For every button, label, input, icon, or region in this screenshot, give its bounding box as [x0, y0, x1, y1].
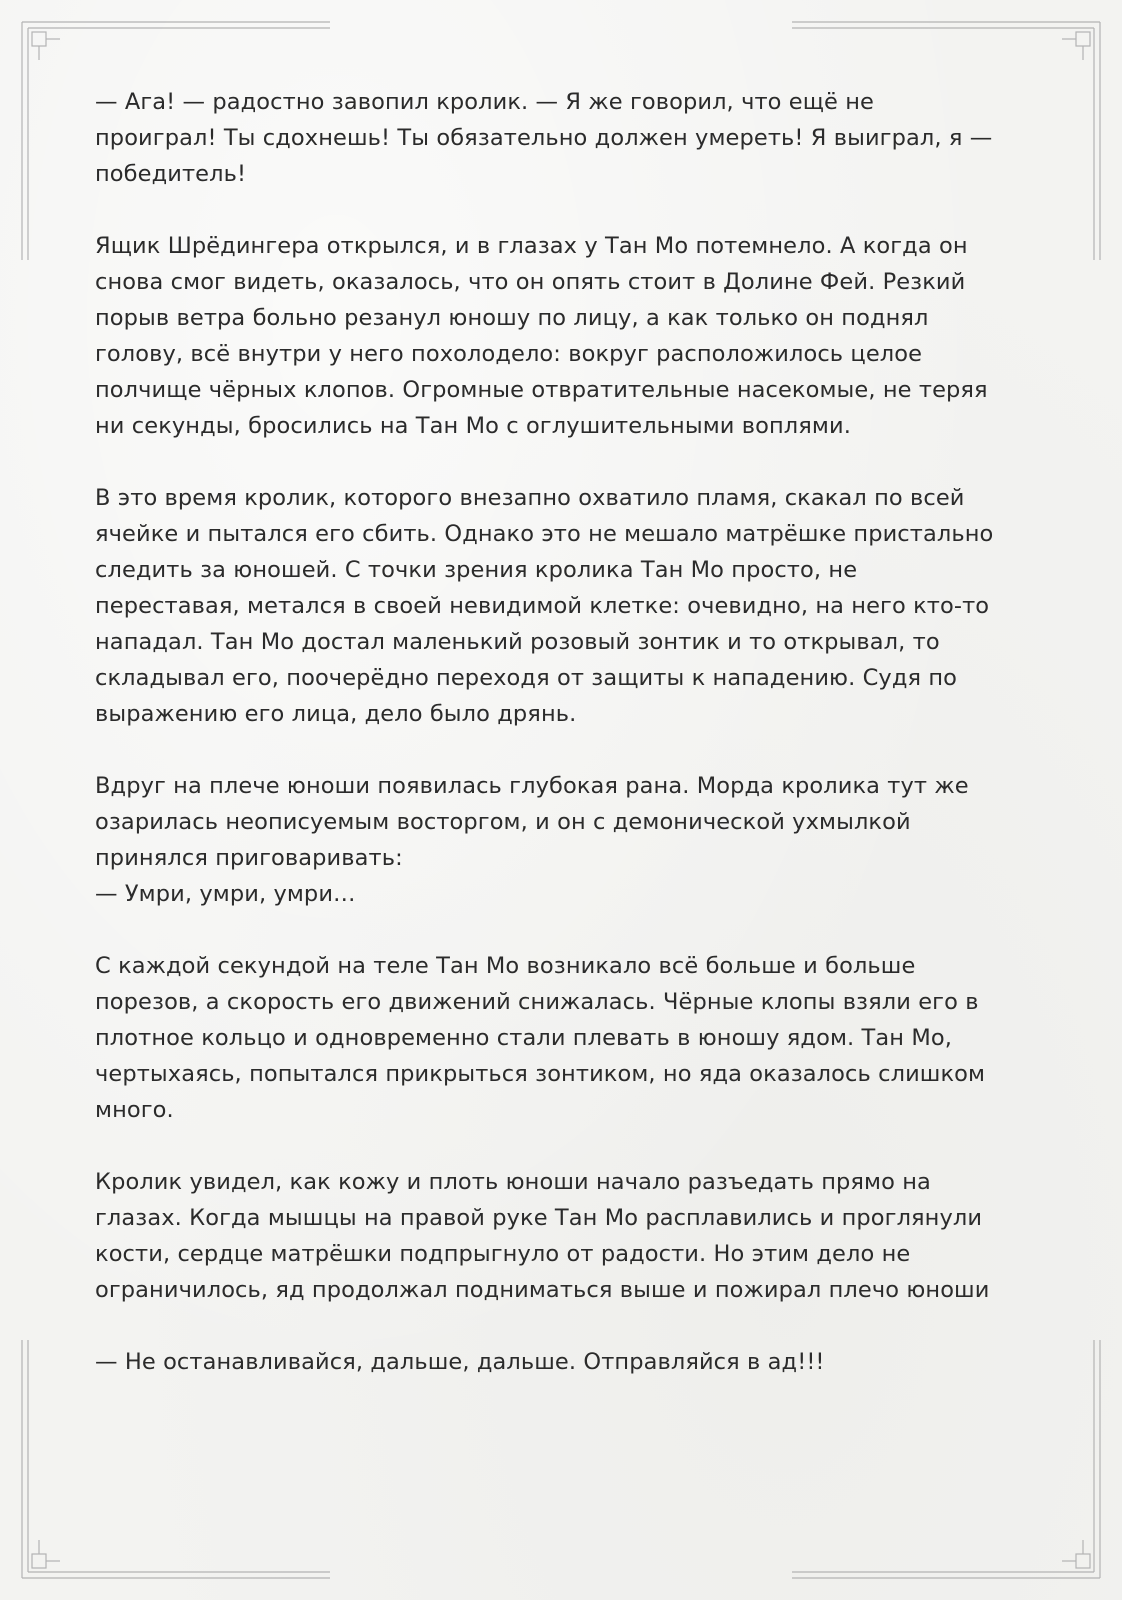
- text-line: победитель!: [95, 161, 247, 187]
- text-line: — Ага! — радостно завопил кролик. — Я же говорил, что ещё не: [95, 89, 874, 115]
- text-line: ограничилось, яд продолжал подниматься выше и пожирал плечо юноши: [95, 1277, 990, 1303]
- text-line: проиграл! Ты сдохнешь! Ты обязательно должен умереть! Я выиграл, я —: [95, 125, 993, 151]
- text-line: плотное кольцо и одновременно стали плевать в юношу ядом. Тан Мо,: [95, 1025, 952, 1051]
- text-line: — Умри, умри, умри…: [95, 881, 356, 907]
- text-line: озарилась неописуемым восторгом, и он с демонической ухмылкой: [95, 809, 911, 835]
- text-line: В это время кролик, которого внезапно охватило пламя, скакал по всей: [95, 485, 965, 511]
- text-line: С каждой секундой на теле Тан Мо возникало всё больше и больше: [95, 953, 916, 979]
- text-line: Вдруг на плече юноши появилась глубокая рана. Морда кролика тут же: [95, 773, 969, 799]
- chapter-text: [95, 84, 1045, 1416]
- text-line: — Не останавливайся, дальше, дальше. Отправляйся в ад!!!: [95, 1349, 825, 1375]
- text-line: Ящик Шрёдингера открылся, и в глазах у Тан Мо потемнело. А когда он: [95, 233, 968, 259]
- text-line: порыв ветра больно резанул юношу по лицу, а как только он поднял: [95, 305, 929, 331]
- text-line: складывал его, поочерёдно переходя от защиты к нападению. Судя по: [95, 665, 958, 691]
- text-line: ни секунды, бросились на Тан Мо с оглушительными воплями.: [95, 413, 851, 439]
- text-line: порезов, а скорость его движений снижалась. Чёрные клопы взяли его в: [95, 989, 979, 1015]
- paragraph: [95, 228, 1045, 444]
- paragraph: [95, 480, 1045, 732]
- paragraph: [95, 1344, 1045, 1380]
- paragraph: [95, 84, 1045, 192]
- text-line: глазах. Когда мышцы на правой руке Тан Мо расплавились и проглянули: [95, 1205, 983, 1231]
- text-line: кости, сердце матрёшки подпрыгнуло от радости. Но этим дело не: [95, 1241, 911, 1267]
- text-line: чертыхаясь, попытался прикрыться зонтиком, но яда оказалось слишком: [95, 1061, 986, 1087]
- text-line: переставая, метался в своей невидимой клетке: очевидно, на него кто-то: [95, 593, 990, 619]
- paragraph: [95, 768, 1045, 912]
- text-line: ячейке и пытался его сбить. Однако это не мешало матрёшке пристально: [95, 521, 994, 547]
- text-line: следить за юношей. С точки зрения кролика Тан Мо просто, не: [95, 557, 858, 583]
- text-line: много.: [95, 1097, 174, 1123]
- text-line: принялся приговаривать:: [95, 845, 403, 871]
- paragraph: [95, 1164, 1045, 1308]
- text-line: Кролик увидел, как кожу и плоть юноши начало разъедать прямо на: [95, 1169, 931, 1195]
- text-line: полчище чёрных клопов. Огромные отвратительные насекомые, не теряя: [95, 377, 988, 403]
- text-line: выражению его лица, дело было дрянь.: [95, 701, 577, 727]
- text-line: голову, всё внутри у него похолодело: вокруг расположилось целое: [95, 341, 923, 367]
- text-line: нападал. Тан Мо достал маленький розовый зонтик и то открывал, то: [95, 629, 940, 655]
- text-line: снова смог видеть, оказалось, что он опять стоит в Долине Фей. Резкий: [95, 269, 966, 295]
- paragraph: [95, 948, 1045, 1128]
